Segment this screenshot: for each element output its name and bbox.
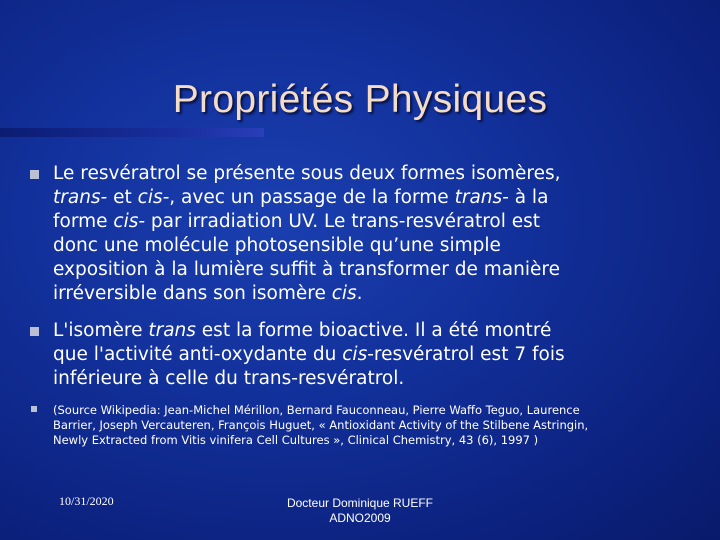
text-span: forme — [53, 211, 114, 232]
italic-span: cis- — [137, 187, 170, 208]
italic-span: cis- — [113, 211, 146, 232]
text-line: Barrier, Joseph Vercauteren, François Huguet, « Antioxidant Activity of the Stilbene Astringin, — [53, 418, 589, 432]
text-span: exposition à la lumière suffit à transformer de manière — [53, 259, 560, 280]
text-span: par irradiation UV. Le trans-resvératrol est — [145, 211, 541, 232]
italic-span: cis — [331, 283, 357, 304]
text-line — [53, 319, 653, 343]
bullet-paragraph-2 — [53, 319, 653, 391]
text-span: irréversible dans son isomère — [53, 283, 332, 304]
text-line: Newly Extracted from Vitis vinifera Cell Cultures », Clinical Chemistry, 43 (6), 1997 ) — [53, 433, 539, 447]
text-span: et — [107, 187, 138, 208]
text-line — [53, 258, 653, 282]
source-citation — [53, 403, 653, 448]
text-span: -resvératrol est 7 fois — [367, 344, 565, 365]
text-span: L'isomère — [53, 320, 149, 341]
text-line — [53, 186, 653, 210]
author-name: Docteur Dominique RUEFF — [286, 496, 434, 510]
text-span: que l'activité anti-oxydante du — [53, 344, 343, 365]
text-line — [53, 367, 653, 391]
text-line — [53, 210, 653, 234]
text-line: (Source Wikipedia: Jean-Michel Mérillon, Bernard Fauconneau, Pierre Waffo Teguo, Laurence — [53, 403, 580, 417]
text-span: Le resvératrol se présente sous deux formes isomères, — [53, 163, 561, 184]
text-line — [53, 162, 653, 186]
italic-span: cis — [342, 344, 368, 365]
text-span: , avec un passage de la forme — [169, 187, 455, 208]
text-span: . — [356, 283, 363, 304]
bullet-paragraph-1 — [53, 162, 653, 306]
italic-span: trans- — [454, 187, 509, 208]
footer-author — [240, 496, 480, 526]
text-span: inférieure à celle du trans-resvératrol. — [53, 368, 405, 389]
author-affiliation: ADNO2009 — [329, 511, 391, 525]
text-line — [53, 343, 653, 367]
slide-title: Propriétés Physiques — [172, 78, 548, 121]
text-span: à la — [508, 187, 549, 208]
italic-span: trans — [148, 320, 196, 341]
square-bullet-icon — [30, 327, 39, 336]
italic-span: trans- — [53, 187, 108, 208]
square-bullet-icon — [30, 170, 39, 179]
text-span: est la forme bioactive. Il a été montré — [195, 320, 552, 341]
text-line — [53, 282, 653, 306]
footer-date: 10/31/2020 — [59, 494, 114, 508]
text-span: donc une molécule photosensible qu’une simple — [53, 235, 501, 256]
square-bullet-icon — [31, 406, 37, 412]
text-line — [53, 234, 653, 258]
